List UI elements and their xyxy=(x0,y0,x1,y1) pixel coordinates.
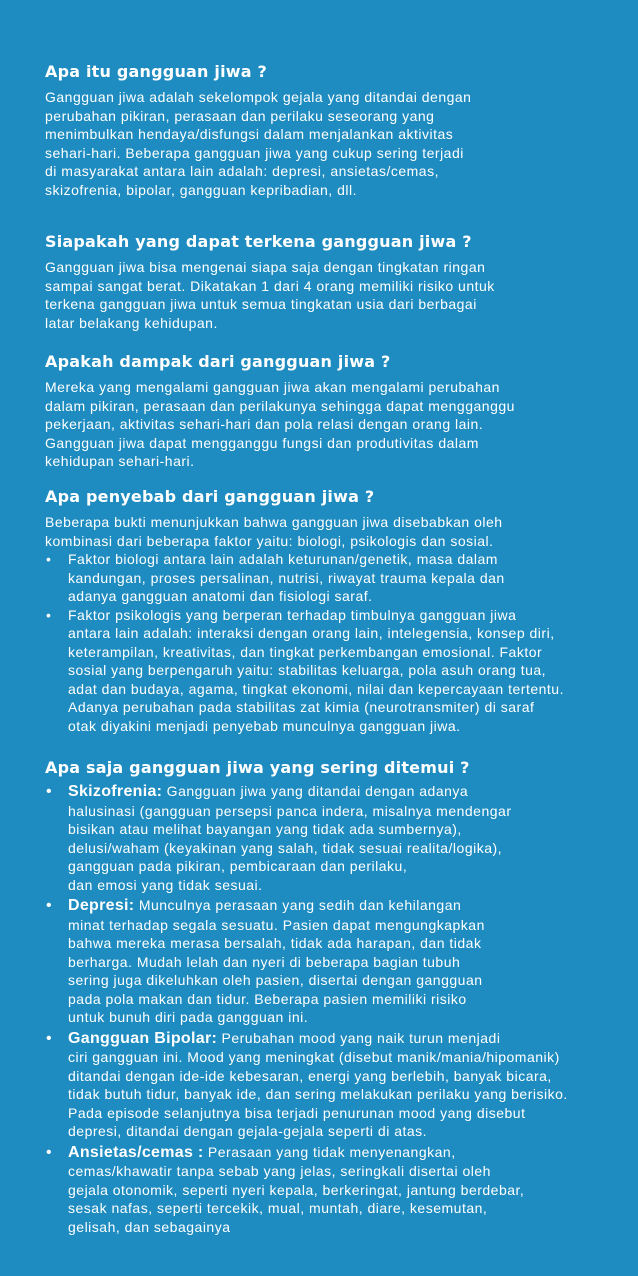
bullet-icon: • xyxy=(46,1029,53,1047)
section-heading: Apa penyebab dari gangguan jiwa ? xyxy=(45,487,375,506)
disorder-description: Gangguan jiwa yang ditandai dengan adanya halusinasi (gangguan persepsi panca indera, misalnya mendengar bisikan atau melihat bayangan yang tidak ada sumbernya), delusi/waham (keyakinan yang salah, tidak sesuai realita/logika), gangguan pada pikiran, pembicaraan dan perilaku, dan emosi yang tidak sesuai. xyxy=(68,783,512,893)
list-item xyxy=(45,782,605,894)
list-item-text: Faktor psikologis yang berperan terhadap timbulnya gangguan jiwa antara lain adalah: interaksi dengan orang lain, intelegensia, konsep diri, keterampilan, kreativitas, dan tingkat perkembangan emosional. Faktor sosial yang berpengaruh yaitu: stabilitas keluarga, pola asuh orang tua, adat dan budaya, agama, tingkat ekonomi, nilai dan kepercayaan tertentu. Adanya perubahan pada stabilitas zat kimia (neurotransmiter) di saraf otak diyakini menjadi penyebab munculnya gangguan jiwa. xyxy=(68,606,564,734)
disorder-term: Ansietas/cemas : xyxy=(68,1143,204,1161)
section-common-disorders xyxy=(45,758,605,1238)
list-item xyxy=(45,550,605,606)
section-body: Gangguan jiwa adalah sekelompok gejala yang ditandai dengan perubahan pikiran, perasaan dan perilaku seseorang yang menimbulkan hendaya/disfungsi dalam menjalankan aktivitas sehari-hari. Beberapa gangguan jiwa yang cukup sering terjadi di masyarakat antara lain adalah: depresi, ansietas/cemas, skizofrenia, bipolar, gangguan kepribadian, dll. xyxy=(45,89,472,198)
causes-list xyxy=(45,550,605,735)
disorder-description: Perasaan yang tidak menyenangkan, cemas/khawatir tanpa sebab yang jelas, seringkali disertai oleh gejala otonomik, seperti nyeri kepala, berkeringat, jantung berdebar, sesak nafas, seperti tercekik, mual, muntah, diare, kesemutan, gelisah, dan sebagainya xyxy=(68,1143,525,1235)
disorder-term: Skizofrenia: xyxy=(68,783,163,800)
disorder-description: Perubahan mood yang naik turun menjadi ciri gangguan ini. Mood yang meningkat (disebut manik/mania/hipomanik) ditandai dengan ide-ide kebesaran, energi yang berlebih, banyak bicara, tidak butuh tidur, banyak ide, dan sering melakukan perilaku yang berisiko. Pada episode selanjutnya bisa terjadi penurunan mood yang disebut depresi, ditandai dengan gejala-gejala seperti di atas. xyxy=(68,1029,568,1139)
section-what-is xyxy=(45,62,605,199)
section-causes xyxy=(45,487,605,735)
bullet-icon: • xyxy=(46,897,53,914)
disorder-term: Gangguan Bipolar: xyxy=(68,1029,218,1047)
bullet-icon: • xyxy=(46,783,53,800)
section-body: Mereka yang mengalami gangguan jiwa akan mengalami perubahan dalam pikiran, perasaan dan perilakunya sehingga dapat mengganggu pekerjaan, aktivitas sehari-hari dan pola relasi dengan orang lain. Gangguan jiwa dapat mengganggu fungsi dan produtivitas dalam kehidupan sehari-hari. xyxy=(45,379,515,469)
section-heading: Apa itu gangguan jiwa ? xyxy=(45,62,267,81)
section-body: Beberapa bukti menunjukkan bahwa gangguan jiwa disebabkan oleh kombinasi dari beberapa faktor yaitu: biologi, psikologis dan sosial. xyxy=(45,514,503,549)
section-who xyxy=(45,232,605,332)
section-body: Gangguan jiwa bisa mengenai siapa saja dengan tingkatan ringan sampai sangat berat. Dikatakan 1 dari 4 orang memiliki risiko untuk terkena gangguan jiwa untuk semua tingkatan usia dari berbagai latar belakang kehidupan. xyxy=(45,259,495,331)
bullet-icon: • xyxy=(46,606,52,623)
section-impact xyxy=(45,352,605,471)
bullet-icon: • xyxy=(46,551,52,567)
list-item xyxy=(45,1143,605,1237)
section-heading: Apakah dampak dari gangguan jiwa ? xyxy=(45,352,391,371)
list-item-text: Faktor biologi antara lain adalah keturunan/genetik, masa dalam kandungan, proses persalinan, nutrisi, riwayat trauma kepala dan adanya gangguan anatomi dan fisiologi saraf. xyxy=(68,551,505,604)
list-item xyxy=(45,896,605,1027)
section-heading: Siapakah yang dapat terkena gangguan jiwa ? xyxy=(45,232,472,251)
disorders-list xyxy=(45,782,605,1236)
disorder-term: Depresi: xyxy=(68,897,135,914)
section-heading: Apa saja gangguan jiwa yang sering ditemui ? xyxy=(45,758,470,777)
disorder-description: Munculnya perasaan yang sedih dan kehilangan minat terhadap segala sesuatu. Pasien dapat mengungkapkan bahwa mereka merasa bersalah, tidak ada harapan, dan tidak berharga. Mudah lelah dan nyeri di beberapa bagian tubuh sering juga dikeluhkan oleh pasien, disertai dengan gangguan pada pola makan dan tidur. Beberapa pasien memiliki risiko untuk bunuh diri pada gangguan ini. xyxy=(68,897,485,1025)
bullet-icon: • xyxy=(46,1143,53,1161)
list-item xyxy=(45,1029,605,1141)
list-item xyxy=(45,606,605,736)
